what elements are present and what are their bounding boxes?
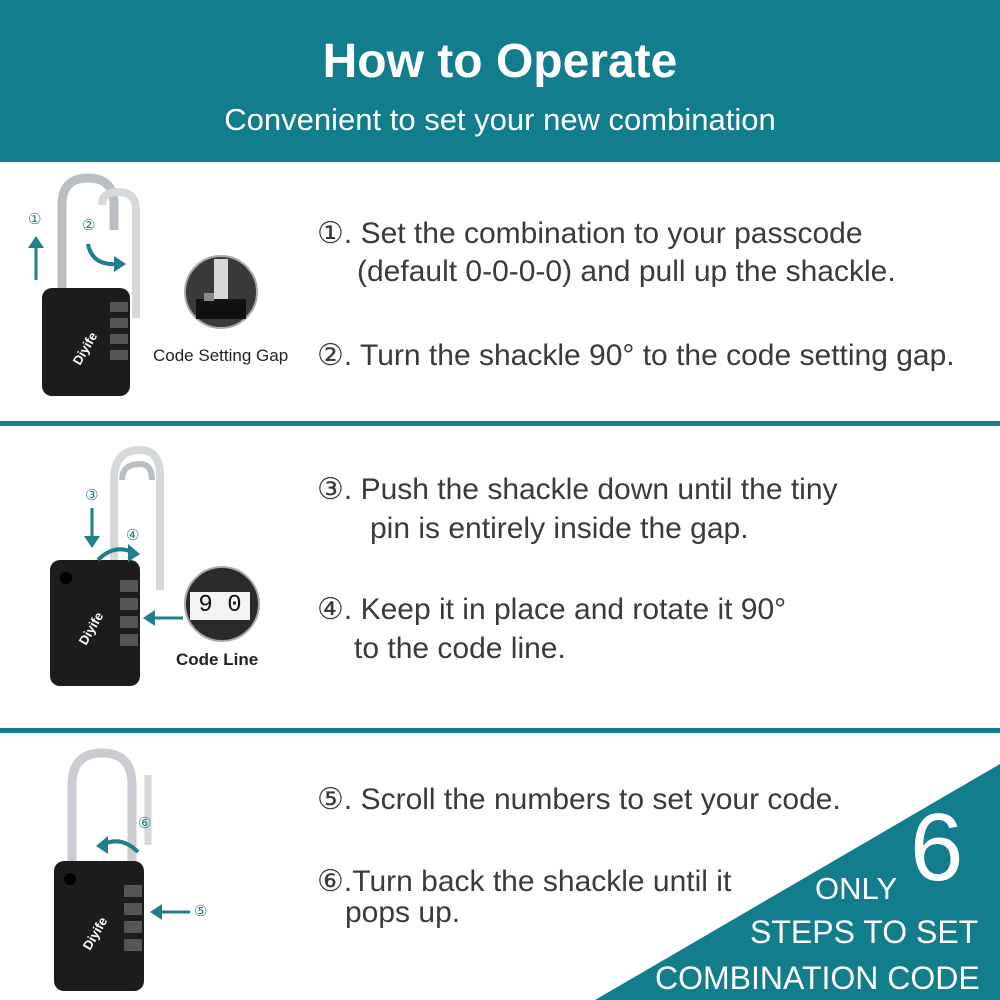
code-setting-gap-label: Code Setting Gap [153,346,289,365]
brand-logo: Diyife [79,914,111,953]
banner-only-text: ONLY [815,871,898,906]
step-marker-6: ⑥ [138,815,152,832]
code-dial-digits: 9 0 [190,592,250,620]
step-marker-3: ③ [85,487,99,504]
step-1-text-cont: (default 0-0-0-0) and pull up the shackle. [357,255,896,288]
step-marker-2: ② [82,217,96,234]
banner-line-3: COMBINATION CODE [655,960,980,996]
step-marker-1: ① [28,211,42,228]
step-6-text: ⑥.Turn back the shackle until it [317,865,732,898]
brand-logo: Diyife [69,329,101,368]
page-subtitle: Convenient to set your new combination [224,102,776,137]
step-3-text-cont: pin is entirely inside the gap. [370,512,749,545]
step-4-text: ④. Keep it in place and rotate it 90° [317,593,787,626]
step-3-text: ③. Push the shackle down until the tiny [317,473,838,506]
banner-line-2: STEPS TO SET [750,914,979,950]
page-title: How to Operate [322,35,678,88]
brand-logo: Diyife [75,609,107,648]
step-6-text-cont: pops up. [345,896,461,929]
code-line-label: Code Line [176,650,259,669]
step-marker-4: ④ [126,527,140,544]
step-4-text-cont: to the code line. [354,632,566,665]
banner-number: 6 [910,794,964,901]
step-1-text: ①. Set the combination to your passcode [317,217,863,250]
step-2-text: ②. Turn the shackle 90° to the code setting gap. [317,339,955,372]
step-marker-5: ⑤ [194,903,208,920]
step-5-text: ⑤. Scroll the numbers to set your code. [317,783,841,816]
